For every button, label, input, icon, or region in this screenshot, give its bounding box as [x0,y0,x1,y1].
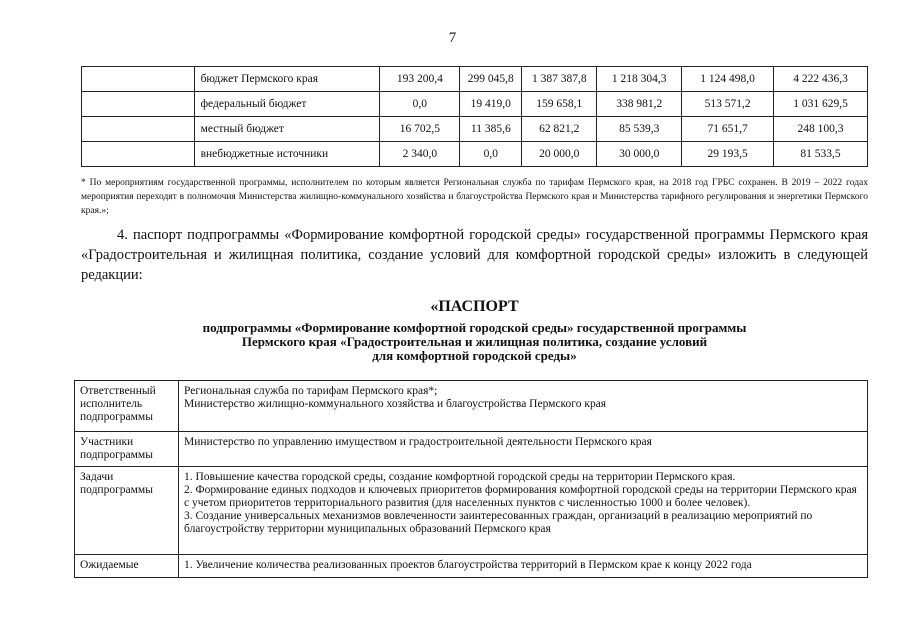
table-row [82,92,868,117]
row-label: федеральный бюджет [194,92,380,117]
field-value [179,467,868,555]
row-label: бюджет Пермского края [194,67,380,92]
value-cell: 159 658,1 [522,92,597,117]
value-cell: 1 218 304,3 [597,67,682,92]
field-label: Участники подпрограммы [75,432,179,467]
value-line: Министерство жилищно-коммунального хозяйства и благоустройства Пермского края [184,398,607,410]
intro-paragraph: 4. паспорт подпрограммы «Формирование комфортной городской среды» государственной программы Пермского края «Градостроительная и жилищная политика, создание условий для комфортной городской среды» изложить в следующей редакции: [81,227,868,283]
field-value [179,432,868,467]
table-row [75,555,868,578]
field-value [179,555,868,578]
value-cell: 16 702,5 [380,117,460,142]
table-row [75,467,868,555]
empty-cell [82,142,195,167]
value-cell: 1 031 629,5 [774,92,868,117]
passport-subtitle [81,321,868,363]
value-cell: 248 100,3 [774,117,868,142]
table-row [75,432,868,467]
value-line: Региональная служба по тарифам Пермского края*; [184,385,438,397]
value-cell: 29 193,5 [682,142,774,167]
field-value [179,381,868,432]
empty-cell [82,67,195,92]
row-label: внебюджетные источники [194,142,380,167]
value-cell: 81 533,5 [774,142,868,167]
passport-title: «ПАСПОРТ [430,298,519,315]
value-cell: 4 222 436,3 [774,67,868,92]
value-cell: 11 385,6 [460,117,522,142]
value-cell: 85 539,3 [597,117,682,142]
value-line: 1. Повышение качества городской среды, создание комфортной городской среды на территории Пермского края. [184,471,736,483]
value-cell: 1 387 387,8 [522,67,597,92]
row-label: местный бюджет [194,117,380,142]
value-cell: 0,0 [380,92,460,117]
table-row [82,117,868,142]
subtitle-line: подпрограммы «Формирование комфортной городской среды» государственной программы [202,320,747,335]
passport-table [74,380,868,578]
field-label: Ответственный исполнитель подпрограммы [75,381,179,432]
value-cell: 71 651,7 [682,117,774,142]
table-row [82,67,868,92]
budget-table [81,66,868,167]
value-line: 1. Увеличение количества реализованных проектов благоустройства территорий в Пермском крае к концу 2022 года [184,559,752,571]
table-row [75,381,868,432]
table-row [82,142,868,167]
empty-cell [82,92,195,117]
footnote: * По мероприятиям государственной программы, исполнителем по которым является Региональная служба по тарифам Пермского края, на 2018 год ГРБС сохранен. В 2019 – 2022 годах мероприятия переходят в полномочия Министерства жилищно-коммунального хозяйства и благоустройства Пермского края и Министерства тарифного регулирования и энергетики Пермского края.»; [81,178,868,216]
empty-cell [82,117,195,142]
value-cell: 1 124 498,0 [682,67,774,92]
value-line: 2. Формирование единых подходов и ключевых приоритетов формирования комфортной городской среды на территории Пермского края с учетом приоритетов территориального развития (для населенных пунктов с численностью 1000 и более человек). [184,484,857,509]
value-cell: 30 000,0 [597,142,682,167]
value-line: 3. Создание универсальных механизмов вовлеченности заинтересованных граждан, организаций в реализацию мероприятий по благоустройству территории муниципальных образований Пермского края [184,510,813,535]
page-number: 7 [448,30,457,46]
subtitle-line: для комфортной городской среды» [372,348,577,363]
value-cell: 513 571,2 [682,92,774,117]
value-cell: 20 000,0 [522,142,597,167]
field-label: Задачи подпрограммы [75,467,179,555]
value-line: Министерство по управлению имуществом и градостроительной деятельности Пермского края [184,436,652,448]
value-cell: 2 340,0 [380,142,460,167]
value-cell: 19 419,0 [460,92,522,117]
field-label: Ожидаемые [75,555,179,578]
value-cell: 0,0 [460,142,522,167]
value-cell: 193 200,4 [380,67,460,92]
value-cell: 338 981,2 [597,92,682,117]
value-cell: 299 045,8 [460,67,522,92]
subtitle-line: Пермского края «Градостроительная и жилищная политика, создание условий [241,334,708,349]
value-cell: 62 821,2 [522,117,597,142]
